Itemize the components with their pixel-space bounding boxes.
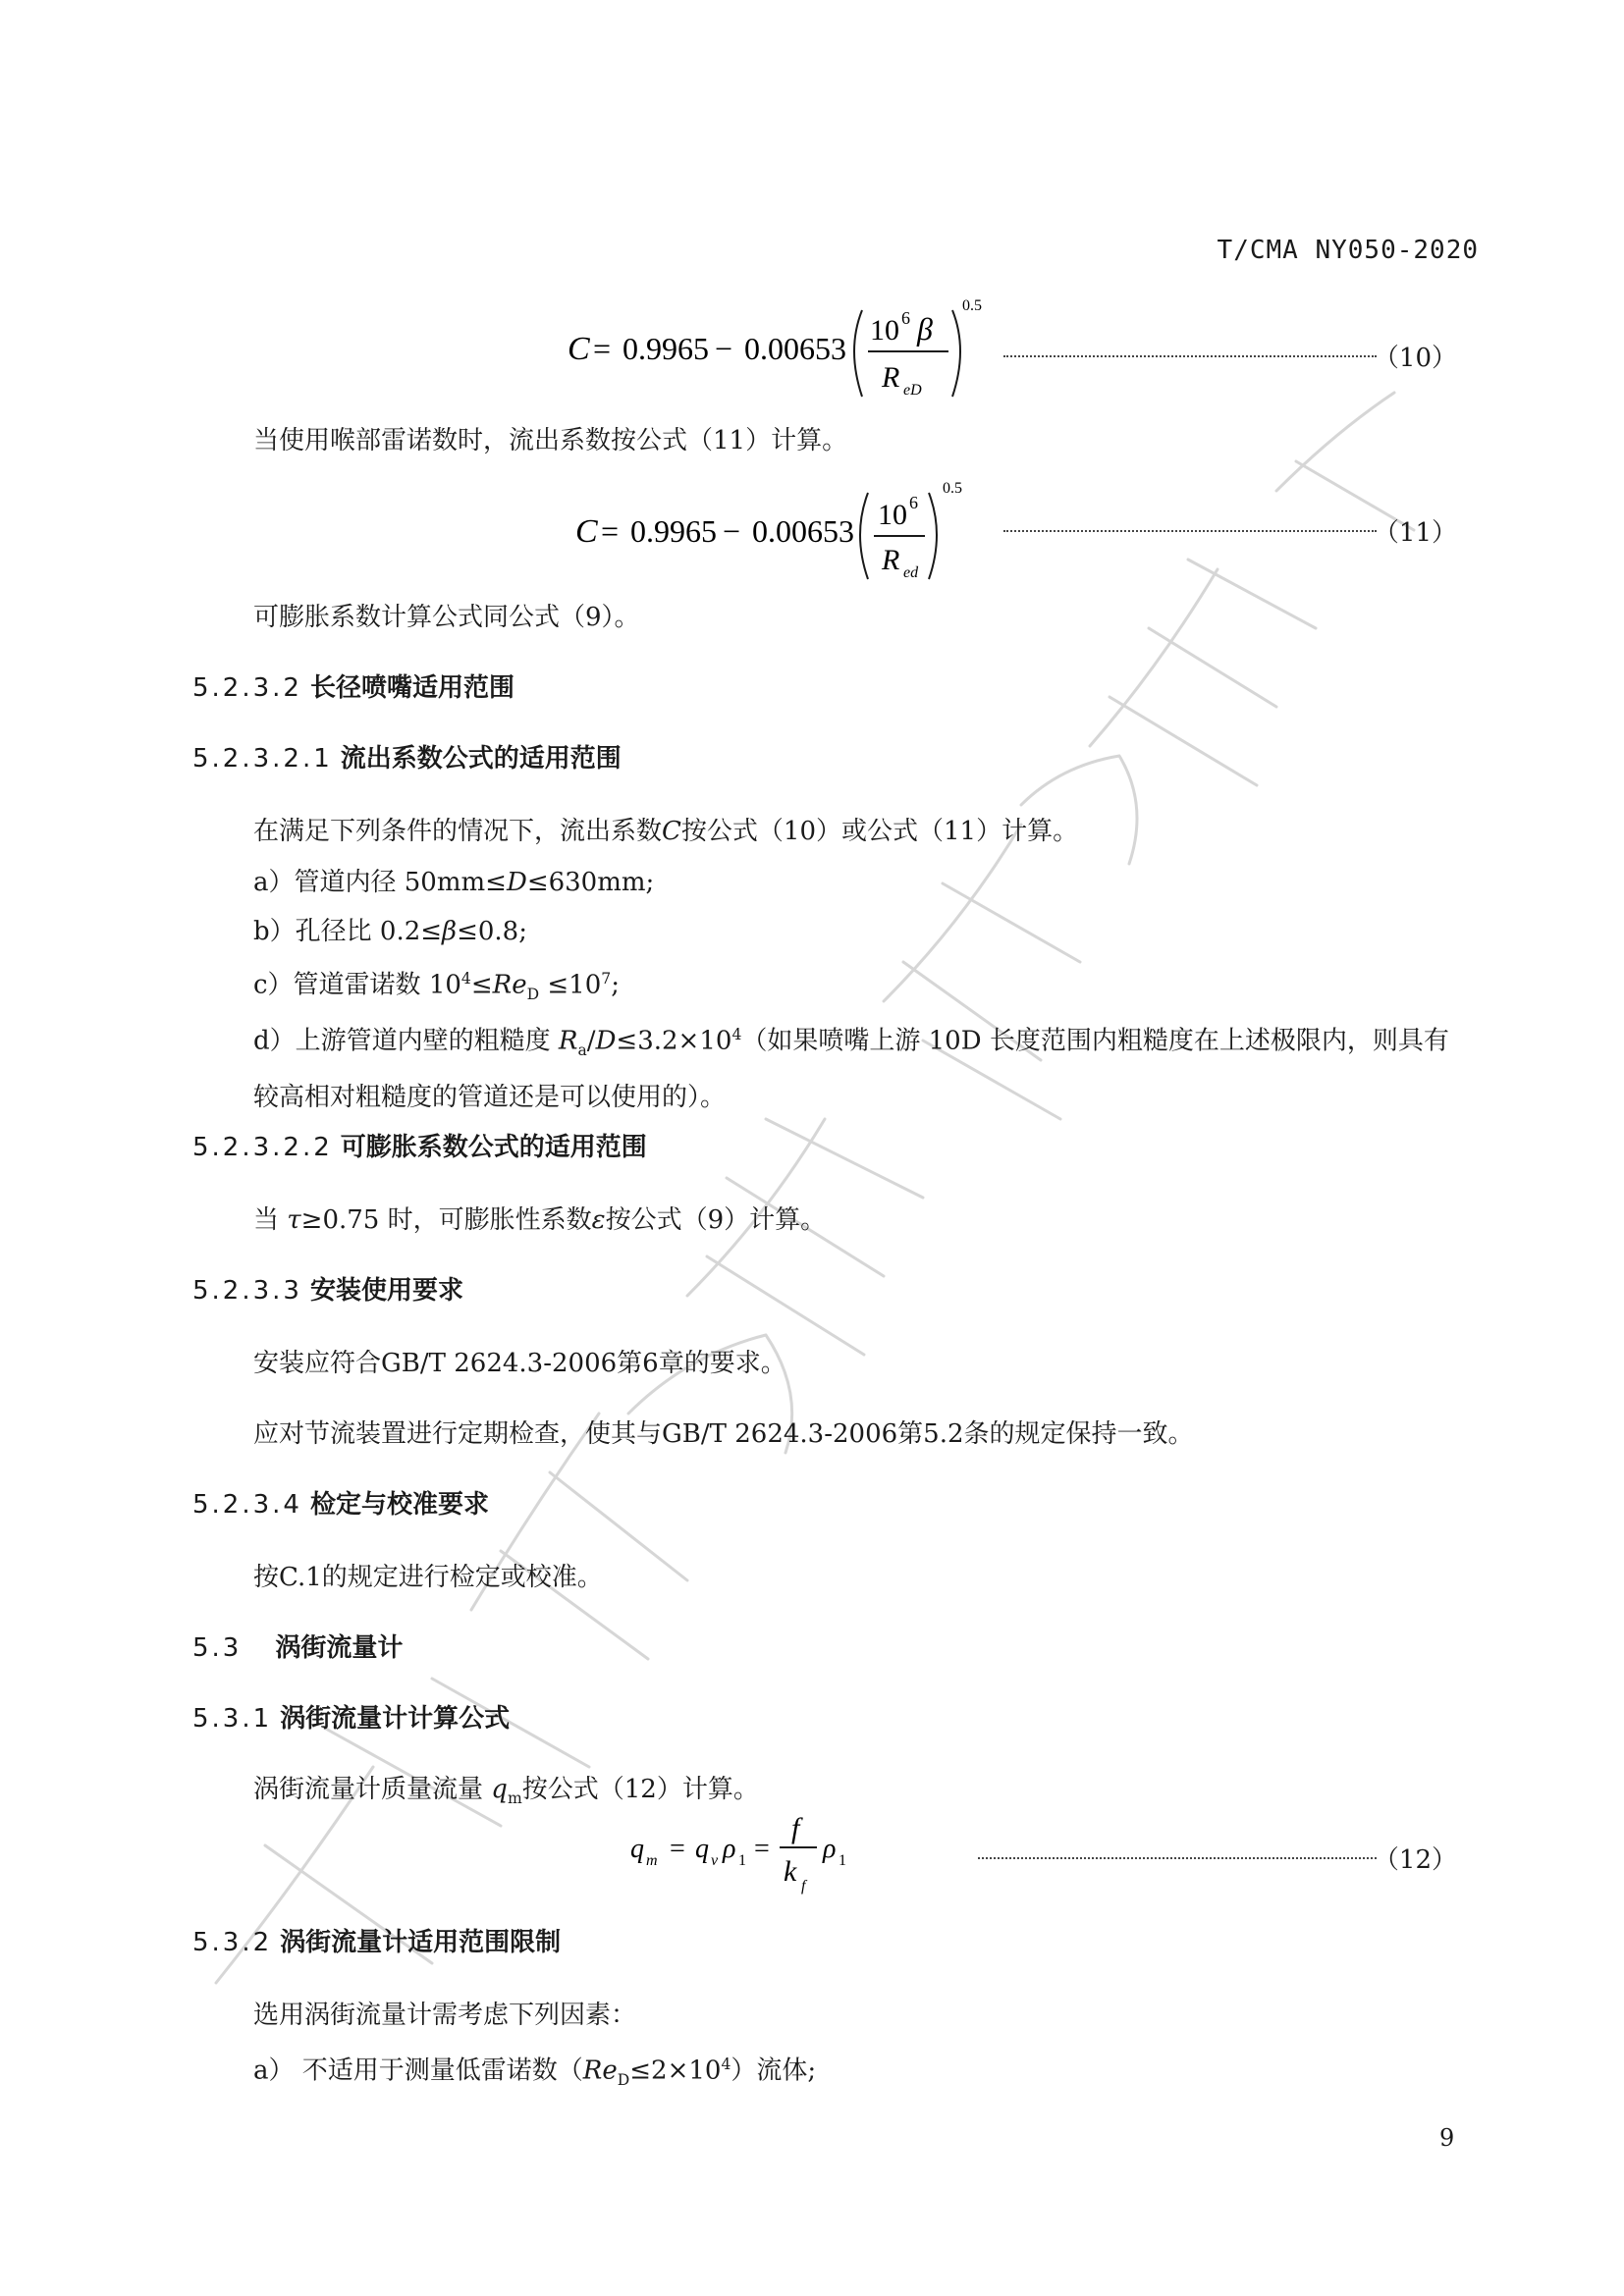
svg-text:−: − — [715, 331, 733, 366]
formula-10-lhs: C — [568, 331, 590, 367]
condition-item-d: d）上游管道内壁的粗糙度 $R_a/D\le 3.2\times 10^4$（如果喷嘴上游 10D 长度范围内粗糙度在上述极限内，则具有较高相对粗糙度的管道还是可以使用的）。 — [253, 1026, 1449, 1112]
formula-11-exponent: 0.5 — [943, 480, 962, 497]
section-title: 涡街流量计适用范围限制 — [280, 1928, 562, 1957]
formula-11 — [575, 479, 988, 587]
section-5-2-3-4 — [192, 1488, 489, 1522]
formula-12-lhs-sub: m — [646, 1852, 658, 1869]
formula-10-num-exp: 6 — [901, 308, 910, 328]
formula-11-denominator: R — [882, 544, 900, 576]
formula-11-lhs: C — [575, 513, 598, 550]
tau-condition: 当 τ≥0.75 时，可膨胀性系数ε按公式（9）计算。 — [253, 1205, 827, 1235]
section-number: 5.3.1 — [192, 1704, 273, 1734]
section-5-2-3-2 — [192, 671, 514, 705]
formula-11-den-sub: ed — [903, 564, 919, 581]
section-number: 5.2.3.3 — [192, 1276, 302, 1306]
intro-formula-11: 当使用喉部雷诺数时，流出系数按公式（11）计算。 — [253, 426, 848, 455]
vortex-factors-intro: 选用涡街流量计需考虑下列因素： — [253, 2001, 637, 2030]
section-number: 5.2.3.2.1 — [192, 744, 333, 774]
conditions-intro: 在满足下列条件的情况下，流出系数C按公式（10）或公式（11）计算。 — [253, 817, 1079, 846]
condition-item-b: b）孔径比 0.2≤β≤0.8; — [253, 917, 527, 946]
section-title: 安装使用要求 — [309, 1276, 463, 1306]
formula-12-lhs: q — [630, 1834, 644, 1864]
formula-12-graphic — [630, 1802, 886, 1900]
svg-text:=: = — [754, 1834, 770, 1864]
formula-12-rho: ρ — [723, 1834, 736, 1864]
standard-code: T/CMA NY050-2020 — [1217, 236, 1479, 265]
formula-12-denominator: k — [784, 1855, 797, 1888]
section-title: 流出系数公式的适用范围 — [340, 744, 622, 774]
formula-11-num-exp: 6 — [909, 493, 918, 512]
section-number: 5.3 — [192, 1633, 243, 1663]
formula-12-numerator: f — [791, 1812, 800, 1844]
svg-text:ρ: ρ — [823, 1834, 837, 1864]
section-number: 5.2.3.4 — [192, 1490, 302, 1520]
section-5-3-2 — [192, 1926, 561, 1959]
formula-12-rho-sub: 1 — [738, 1852, 746, 1869]
section-5-3 — [192, 1631, 403, 1665]
section-title: 长径喷嘴适用范围 — [309, 673, 514, 703]
formula-10-numerator: 10 — [870, 314, 899, 347]
formula-11-const-a: 0.9965 — [630, 513, 717, 549]
section-number: 5.3.2 — [192, 1928, 273, 1957]
section-title: 可膨胀系数公式的适用范围 — [340, 1133, 647, 1162]
equation-number-12: （12） — [1373, 1845, 1457, 1875]
formula-12-mid-sub: v — [711, 1852, 719, 1869]
section-number: 5.2.3.2.2 — [192, 1133, 333, 1162]
formula-11-numerator: 10 — [878, 499, 907, 531]
svg-text:=: = — [601, 513, 620, 549]
equation-number-11: （11） — [1373, 518, 1457, 548]
vortex-intro: 涡街流量计质量流量 $q_m$按公式（12）计算。 — [253, 1775, 759, 1808]
section-5-2-3-2-2 — [192, 1131, 647, 1164]
formula-10-const-b: 0.00653 — [744, 331, 846, 366]
svg-text:=: = — [670, 1834, 685, 1864]
formula-10-denominator: R — [882, 361, 900, 394]
install-requirement-1: 安装应符合GB/T 2624.3-2006第6章的要求。 — [253, 1349, 786, 1378]
section-5-2-3-3 — [192, 1274, 463, 1308]
section-5-3-1 — [192, 1702, 510, 1735]
formula-10 — [568, 291, 990, 408]
formula-11-graphic — [575, 479, 988, 587]
formula-10-graphic — [568, 291, 990, 408]
install-requirement-2: 应对节流装置进行定期检查，使其与GB/T 2624.3-2006第5.2条的规定保持一致。 — [253, 1419, 1194, 1449]
expansion-note: 可膨胀系数计算公式同公式（9）。 — [253, 603, 640, 632]
section-title: 涡街流量计计算公式 — [280, 1704, 511, 1734]
formula-10-den-sub: eD — [903, 382, 922, 399]
page-number: 9 — [1439, 2124, 1455, 2152]
svg-text:1: 1 — [839, 1852, 846, 1869]
formula-11-const-b: 0.00653 — [752, 513, 854, 549]
formula-12-mid: q — [695, 1834, 709, 1864]
svg-text:−: − — [723, 513, 741, 549]
section-title: 涡街流量计 — [275, 1633, 404, 1663]
condition-item-a: a）管道内径 50mm≤D≤630mm; — [253, 868, 655, 897]
equation-number-10: （10） — [1373, 344, 1457, 373]
formula-12 — [630, 1802, 886, 1900]
leader-dots-12 — [978, 1857, 1377, 1859]
leader-dots-10 — [1003, 355, 1377, 357]
calibration-text: 按C.1的规定进行检定或校准。 — [253, 1563, 603, 1592]
leader-dots-11 — [1003, 530, 1377, 532]
svg-text:=: = — [593, 331, 612, 366]
section-number: 5.2.3.2 — [192, 673, 302, 703]
formula-10-const-a: 0.9965 — [623, 331, 709, 366]
section-title: 检定与校准要求 — [309, 1490, 489, 1520]
formula-10-exponent: 0.5 — [962, 297, 982, 314]
formula-12-den-sub: f — [801, 1878, 806, 1895]
section-5-2-3-2-1 — [192, 742, 622, 775]
formula-10-beta: β — [917, 311, 933, 347]
vortex-factor-a: a） 不适用于测量低雷诺数$(Re_D\le 2\times 10^4)$流体; — [253, 2056, 817, 2089]
condition-item-c: c）管道雷诺数 $10^4\le Re_D \le 10^7$; — [253, 970, 620, 1003]
